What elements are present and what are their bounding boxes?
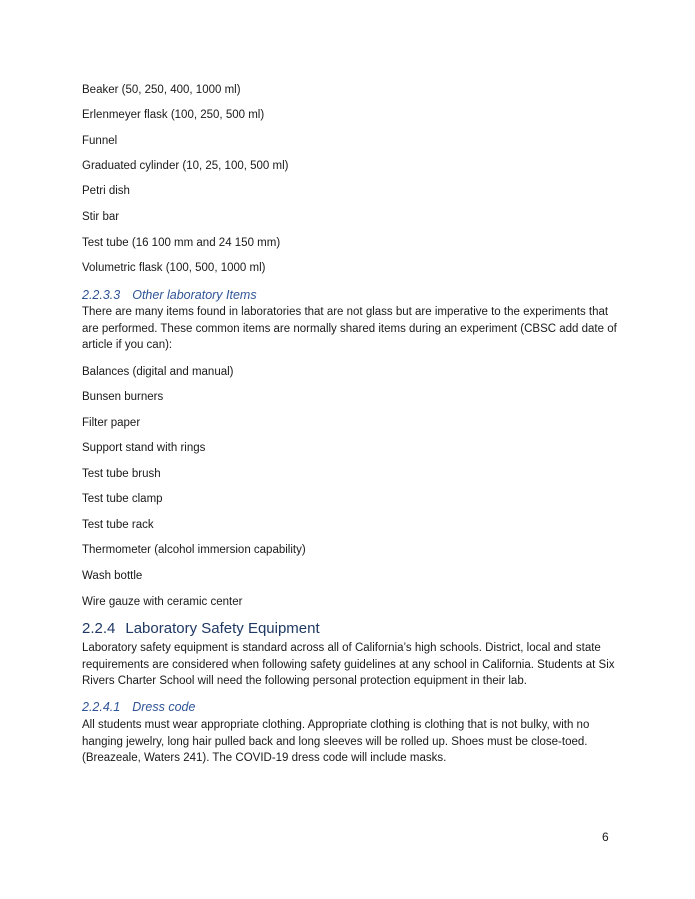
section-title: Dress code bbox=[132, 700, 196, 714]
section-paragraph: There are many items found in laboratories that are not glass but are imperative to the experiments that are performed. These common items are normally shared items during an experiment (CBSC add date of article if you can): bbox=[82, 306, 617, 351]
list-item: Test tube clamp bbox=[82, 493, 163, 505]
list-item: Support stand with rings bbox=[82, 442, 206, 454]
list-item: Graduated cylinder (10, 25, 100, 500 ml) bbox=[82, 160, 289, 172]
list-item: Beaker (50, 250, 400, 1000 ml) bbox=[82, 84, 241, 96]
list-item: Bunsen burners bbox=[82, 391, 164, 403]
section-title: Other laboratory Items bbox=[132, 288, 257, 302]
section-title: Laboratory Safety Equipment bbox=[125, 620, 320, 637]
list-item: Thermometer (alcohol immersion capability) bbox=[82, 544, 306, 556]
section-paragraph: All students must wear appropriate clothing. Appropriate clothing is clothing that is not bulky, with no hanging jewelry, long hair pulled back and long sleeves will be rolled up. Shoes must be close-toed. (Breazeale, Waters 241). The COVID-19 dress code will include masks. bbox=[82, 719, 590, 764]
section-heading-2241 bbox=[82, 700, 195, 714]
list-item: Stir bar bbox=[82, 211, 120, 223]
section-number: 2.2.3.3 bbox=[82, 288, 121, 302]
list-item: Test tube rack bbox=[82, 519, 154, 531]
list-item: Test tube brush bbox=[82, 468, 161, 480]
section-number: 2.2.4.1 bbox=[82, 700, 121, 714]
list-item: Balances (digital and manual) bbox=[82, 366, 234, 378]
list-item: Funnel bbox=[82, 135, 118, 147]
list-item: Wire gauze with ceramic center bbox=[82, 596, 243, 608]
page-number: 6 bbox=[602, 830, 609, 844]
list-item: Volumetric flask (100, 500, 1000 ml) bbox=[82, 262, 266, 274]
section-paragraph: Laboratory safety equipment is standard across all of California’s high schools. District, local and state requirements are considered when following safety guidelines at any school in California. Students at Six Rivers Charter School will need the following personal protection equipment in their lab. bbox=[82, 642, 615, 687]
section-heading-224 bbox=[82, 620, 320, 637]
list-item: Petri dish bbox=[82, 185, 130, 197]
section-number: 2.2.4 bbox=[82, 620, 116, 637]
list-item: Erlenmeyer flask (100, 250, 500 ml) bbox=[82, 109, 265, 121]
list-item: Filter paper bbox=[82, 417, 141, 429]
list-item: Wash bottle bbox=[82, 570, 143, 582]
list-item: Test tube (16 100 mm and 24 150 mm) bbox=[82, 237, 281, 249]
section-heading-2233 bbox=[82, 288, 257, 302]
